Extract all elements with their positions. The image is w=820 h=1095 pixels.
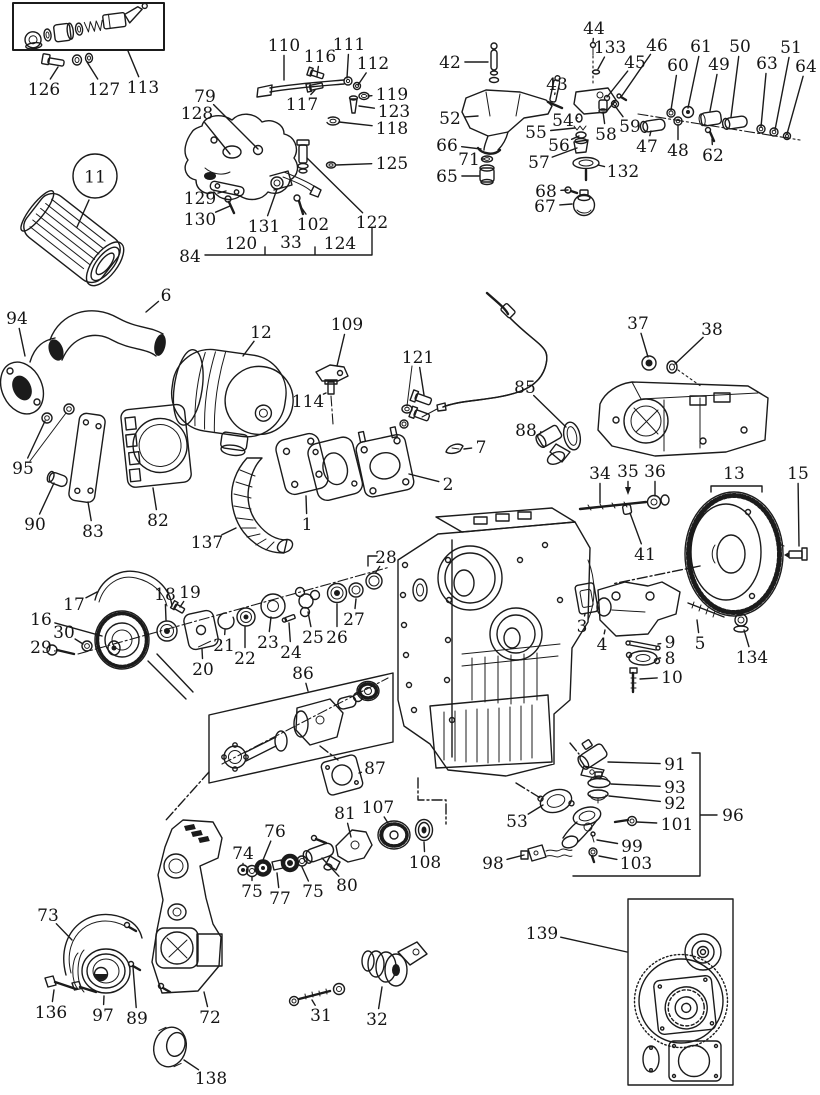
leader-line [761,74,766,128]
timing-kit-photo-box [628,899,733,1085]
part-number-label-119: 119 [375,85,409,105]
leader-line [604,630,605,634]
part-number-label-63: 63 [756,54,778,74]
leader-line [347,55,348,79]
part-number-label-56: 56 [548,136,570,156]
part-number-label-58: 58 [595,125,617,145]
part-number-label-123: 123 [377,102,411,122]
part-number-label-80: 80 [336,876,358,896]
part-number-label-50: 50 [729,37,751,57]
front-cover-drawing [125,820,223,993]
leader-line [312,1000,315,1005]
small-washers-95 [42,404,74,423]
bolt-10-drawing [630,668,637,692]
air-cleaner-drawing [164,345,299,463]
construction-lines [166,566,700,824]
leader-line [153,488,156,510]
part-number-label-116: 116 [303,47,337,67]
part-number-label-16: 16 [30,610,52,630]
leader-line [359,106,374,108]
part-number-label-59: 59 [619,117,641,137]
leader-line [615,106,623,117]
leader-line [306,496,307,514]
clip-7-drawing [446,444,463,453]
part-number-label-75: 75 [302,882,324,902]
part-number-labels [6,19,817,1089]
leader-line [165,605,166,621]
leader-line [731,57,739,118]
part-number-label-111: 111 [332,35,366,55]
part-number-label-34: 34 [589,464,611,484]
part-number-label-41: 41 [634,545,656,565]
part-number-label-131: 131 [247,217,281,237]
part-number-label-138: 138 [194,1069,228,1089]
part-number-label-72: 72 [199,1008,221,1028]
highlighted-part-callout [73,154,117,227]
highlighted-part-number: 11 [84,167,106,188]
leader-line [528,805,543,814]
pin-90 [46,471,69,488]
part-number-label-23: 23 [257,633,279,653]
part-number-label-84: 84 [179,247,201,267]
part-number-label-108: 108 [408,853,442,873]
part-number-label-1: 1 [301,515,313,535]
part-number-label-64: 64 [795,57,817,77]
clamp-82 [120,404,192,488]
part-number-label-30: 30 [53,623,75,643]
part-number-label-122: 122 [355,213,389,233]
leader-line [75,639,83,644]
leader-line [671,75,676,110]
part-number-label-91: 91 [664,755,686,775]
part-number-label-24: 24 [280,643,302,663]
leader-line [358,73,366,85]
part-number-label-20: 20 [192,660,214,680]
exhaust-flange-drawing [0,338,55,421]
part-number-label-136: 136 [34,1003,68,1023]
part-number-label-71: 71 [458,150,480,170]
cylinder-head-drawing [598,356,768,456]
bushing-138-drawing [149,1024,190,1071]
leader-line [128,51,139,77]
part-number-label-96: 96 [722,806,744,826]
leader-line [204,992,208,1007]
part-number-label-82: 82 [147,511,169,531]
leader-line [40,483,54,514]
part-number-label-129: 129 [183,189,217,209]
part-number-label-15: 15 [787,464,809,484]
part-number-label-61: 61 [690,37,712,57]
group-bracket-13 [711,486,762,492]
part-number-label-26: 26 [326,628,348,648]
leader-line [744,630,749,647]
part-number-label-53: 53 [506,812,528,832]
gasket-87-drawing [320,754,364,796]
part-number-label-109: 109 [330,315,364,335]
part-number-label-132: 132 [606,162,640,182]
leader-line [585,614,586,616]
part-number-label-121: 121 [401,348,435,368]
shim-9-drawing [626,641,660,650]
part-number-label-29: 29 [30,638,52,658]
part-number-label-43: 43 [546,75,568,95]
part-number-label-19: 19 [179,583,201,603]
leader-line [52,990,54,1002]
leader-line [339,122,372,126]
part-number-label-125: 125 [375,154,409,174]
leader-line [355,599,356,609]
leader-line [465,116,478,117]
part-number-label-103: 103 [619,854,653,874]
part-number-label-52: 52 [439,109,461,129]
leader-line [609,796,660,801]
part-number-label-9: 9 [664,633,676,653]
part-number-label-13: 13 [723,464,745,484]
part-number-label-76: 76 [264,822,286,842]
part-number-label-38: 38 [701,320,723,340]
part-number-label-7: 7 [475,438,487,458]
leader-line [205,123,230,154]
leader-line [306,683,308,691]
part-number-label-49: 49 [708,55,730,75]
part-number-label-117: 117 [285,95,319,115]
part-number-label-99: 99 [621,837,643,857]
breather-85-88-drawing [534,421,583,467]
leader-line [88,502,91,521]
leader-line [56,924,72,940]
leader-line [424,842,425,852]
part-number-label-85: 85 [514,378,536,398]
part-number-label-114: 114 [291,392,325,412]
part-number-label-57: 57 [528,153,550,173]
stud-31-drawing [290,984,345,1006]
throttle-cable-drawing [422,293,547,417]
leader-line [317,67,318,77]
part-number-label-35: 35 [617,462,639,482]
part-number-label-3: 3 [576,617,588,637]
leader-line [641,333,648,357]
part-number-label-42: 42 [439,53,461,73]
part-number-label-27: 27 [343,610,365,630]
engine-mount-drawing [597,582,680,636]
leader-line [630,513,641,544]
leader-line [50,67,58,79]
leader-line [337,334,345,366]
leader-line [710,74,717,111]
part-number-label-77: 77 [269,889,291,909]
leader-line [379,987,382,1009]
part-number-label-46: 46 [646,36,668,56]
part-number-label-21: 21 [213,636,235,656]
part-number-label-10: 10 [661,668,683,688]
part-number-label-65: 65 [436,167,458,187]
part-number-label-133: 133 [593,38,627,58]
part-number-label-31: 31 [310,1006,332,1026]
part-number-label-37: 37 [627,314,649,334]
leader-line [146,301,159,312]
leader-line [561,937,627,952]
part-number-label-55: 55 [525,123,547,143]
leader-line [611,784,660,786]
part-number-label-73: 73 [37,906,59,926]
part-number-label-17: 17 [63,595,85,615]
part-number-label-33: 33 [280,233,302,253]
leader-line [697,620,699,633]
part-number-label-113: 113 [126,78,160,98]
part-number-label-107: 107 [361,798,395,818]
part-number-label-120: 120 [224,234,258,254]
flywheel-drawing [685,492,783,616]
leader-line [222,528,236,535]
leader-line [133,967,136,1008]
leader-line [607,71,628,97]
part-number-label-66: 66 [436,136,458,156]
part-number-label-134: 134 [735,648,769,668]
leader-line [599,856,617,859]
leader-line [798,484,799,547]
part-number-label-25: 25 [302,628,324,648]
plate-83 [68,412,106,503]
leader-line [603,112,605,124]
leader-line [263,841,271,860]
part-number-label-54: 54 [552,111,574,131]
part-number-label-127: 127 [87,80,121,100]
plate-3-drawing [575,582,599,614]
part-number-label-28: 28 [375,548,397,568]
part-number-label-137: 137 [190,533,224,553]
leader-line [336,164,372,165]
leader-line [675,337,703,364]
part-number-label-36: 36 [644,462,666,482]
flange-8-drawing [627,651,660,665]
part-number-label-93: 93 [664,778,686,798]
part-number-label-2: 2 [442,475,454,495]
part-number-label-44: 44 [583,19,605,39]
part-number-label-12: 12 [250,323,272,343]
engine-block-drawing [398,508,594,776]
leader-line [216,206,230,212]
injector-small-parts [42,54,93,68]
leader-line [640,678,657,679]
nut-134-drawing [734,614,748,632]
leader-line [87,62,98,79]
part-number-label-62: 62 [702,146,724,166]
leader-line [597,840,618,844]
part-number-label-139: 139 [525,924,559,944]
leader-line [637,822,657,823]
part-number-label-126: 126 [27,80,61,100]
leader-line [289,623,290,642]
part-number-label-128: 128 [180,104,214,124]
leader-line [359,772,361,773]
leader-line [420,368,424,396]
pump-pulley-32-drawing [362,942,427,986]
part-number-label-5: 5 [694,634,706,654]
highlight-leader-line [77,200,89,227]
leader-line [787,76,803,134]
part-number-label-75: 75 [241,882,263,902]
leader-line [598,165,605,167]
leader-line [269,617,271,632]
part-number-label-6: 6 [160,286,172,306]
part-number-label-92: 92 [664,794,686,814]
leader-line [202,649,203,659]
leader-line [608,762,660,764]
part-number-label-48: 48 [667,141,689,161]
leader-line [277,873,279,888]
part-number-label-89: 89 [126,1009,148,1029]
part-number-label-90: 90 [24,515,46,535]
manifold-plates-drawing [274,423,415,502]
part-number-label-86: 86 [292,664,314,684]
part-number-label-60: 60 [667,56,689,76]
part-number-label-22: 22 [234,649,256,669]
part-number-label-47: 47 [636,137,658,157]
part-number-label-97: 97 [92,1006,114,1026]
part-number-label-83: 83 [82,522,104,542]
leader-line [19,328,25,356]
part-number-label-110: 110 [267,36,301,56]
part-number-label-81: 81 [334,804,356,824]
part-number-label-130: 130 [183,210,217,230]
part-number-label-95: 95 [12,459,34,479]
part-number-label-74: 74 [232,844,254,864]
part-number-label-124: 124 [323,234,357,254]
part-number-label-94: 94 [6,309,28,329]
part-number-label-68: 68 [535,182,557,202]
corrugated-duct-drawing [232,458,295,555]
leader-line [560,204,572,205]
part-number-label-32: 32 [366,1010,388,1030]
part-number-label-118: 118 [375,119,409,139]
part-number-label-101: 101 [660,815,694,835]
leader-line [464,448,472,449]
part-number-label-18: 18 [154,585,176,605]
part-number-label-67: 67 [534,197,556,217]
part-number-label-45: 45 [624,53,646,73]
part-number-label-51: 51 [780,38,802,58]
leader-line [534,396,566,428]
part-number-label-87: 87 [364,759,386,779]
leader-line [302,867,308,881]
part-number-label-88: 88 [515,421,537,441]
part-number-label-8: 8 [664,649,676,669]
part-number-label-79: 79 [194,87,216,107]
air-filter-drawing [16,186,131,292]
injector-inset-box [13,3,164,50]
part-number-label-112: 112 [356,54,390,74]
leader-line [348,823,351,837]
leader-line [598,57,605,69]
leader-line [688,56,699,108]
part-number-label-4: 4 [596,635,608,655]
part-number-label-102: 102 [296,215,330,235]
part-number-label-98: 98 [482,854,504,874]
intake-hose-drawing [46,311,168,363]
